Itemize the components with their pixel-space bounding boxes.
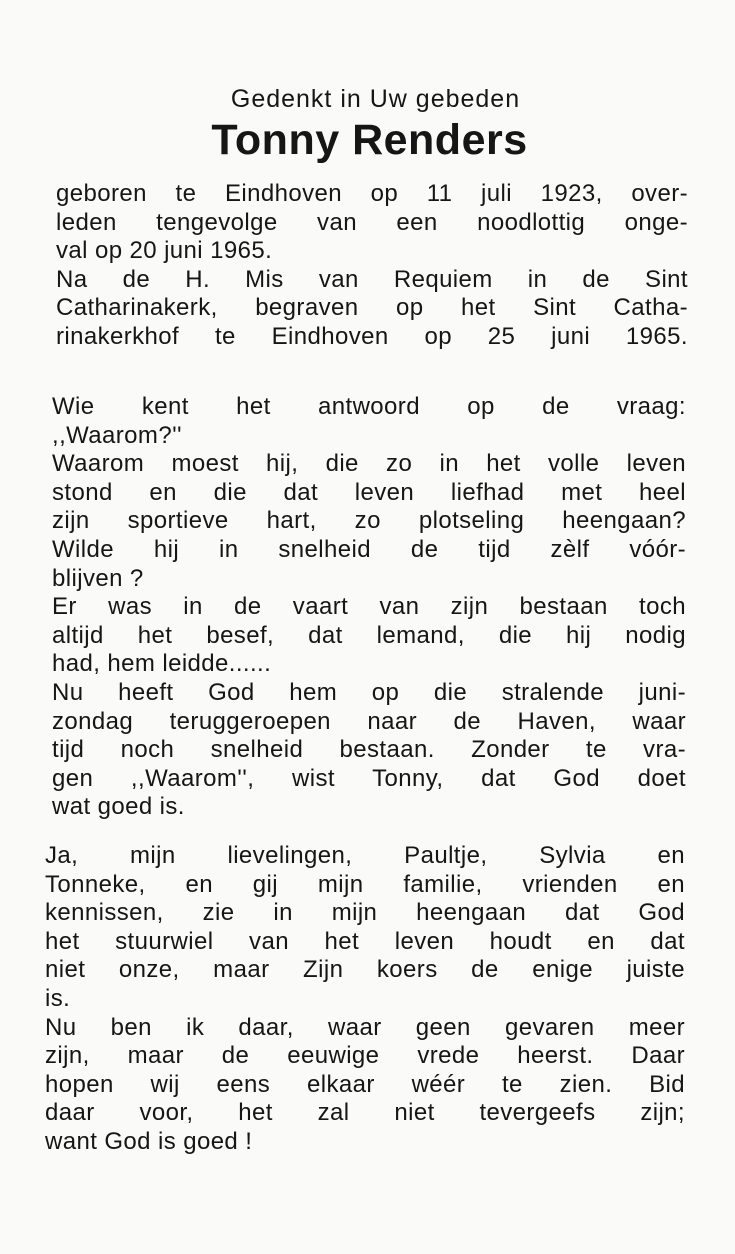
text-line: Ja, mijn lievelingen, Paultje, Sylvia en <box>45 842 685 869</box>
text-line: stond en die dat leven liefhad met heel <box>52 478 686 506</box>
text-line: wat goed is. <box>52 793 185 821</box>
card-header <box>0 84 735 166</box>
text-line: Waarom moest hij, die zo in het volle leven <box>52 450 686 478</box>
reflection-paragraph <box>52 393 686 822</box>
text-line: tijd noch snelheid bestaan. Zonder te vra- <box>52 736 686 764</box>
deceased-name: Tonny Renders <box>211 116 528 164</box>
text-line: want God is goed ! <box>45 1127 253 1155</box>
text-line: gen ,,Waarom'', wist Tonny, dat God doet <box>52 764 686 792</box>
text-line: Catharinakerk, begraven op het Sint Catha- <box>56 294 688 322</box>
text-line: zondag teruggeroepen naar de Haven, waar <box>52 707 686 735</box>
farewell-paragraph <box>45 842 685 1157</box>
text-line: leden tengevolge van een noodlottig onge- <box>56 208 688 236</box>
biography-paragraph <box>56 180 688 352</box>
text-line: niet onze, maar Zijn koers de enige juiste <box>45 956 685 984</box>
text-line: zijn sportieve hart, zo plotseling heengaan? <box>52 507 686 535</box>
text-line: had, hem leidde...... <box>52 650 272 678</box>
text-line: altijd het besef, dat lemand, die hij nodig <box>52 621 686 649</box>
text-line: Nu heeft God hem op die stralende juni- <box>52 678 686 706</box>
intro-line: Gedenkt in Uw gebeden <box>230 85 521 113</box>
text-line: Na de H. Mis van Requiem in de Sint <box>56 265 688 293</box>
text-line: kennissen, zie in mijn heengaan dat God <box>45 899 685 927</box>
text-line: Er was in de vaart van zijn bestaan toch <box>52 593 686 621</box>
text-line: Wie kent het antwoord op de vraag: <box>52 393 686 420</box>
text-line: is. <box>45 984 71 1012</box>
text-line: blijven ? <box>52 564 144 592</box>
text-line: daar voor, het zal niet tevergeefs zijn; <box>45 1099 685 1127</box>
text-line: ,,Waarom?'' <box>52 421 183 449</box>
text-line: Tonneke, en gij mijn familie, vrienden en <box>45 870 685 898</box>
text-line: Wilde hij in snelheid de tijd zèlf vóór- <box>52 535 686 563</box>
text-line: val op 20 juni 1965. <box>56 237 273 265</box>
text-line: rinakerkhof te Eindhoven op 25 juni 1965. <box>56 322 688 350</box>
text-line: zijn, maar de eeuwige vrede heerst. Daar <box>45 1042 685 1070</box>
text-line: Nu ben ik daar, waar geen gevaren meer <box>45 1013 685 1041</box>
text-line: geboren te Eindhoven op 11 juli 1923, over- <box>56 180 688 207</box>
text-line: het stuurwiel van het leven houdt en dat <box>45 927 685 955</box>
text-line: hopen wij eens elkaar wéér te zien. Bid <box>45 1070 685 1098</box>
